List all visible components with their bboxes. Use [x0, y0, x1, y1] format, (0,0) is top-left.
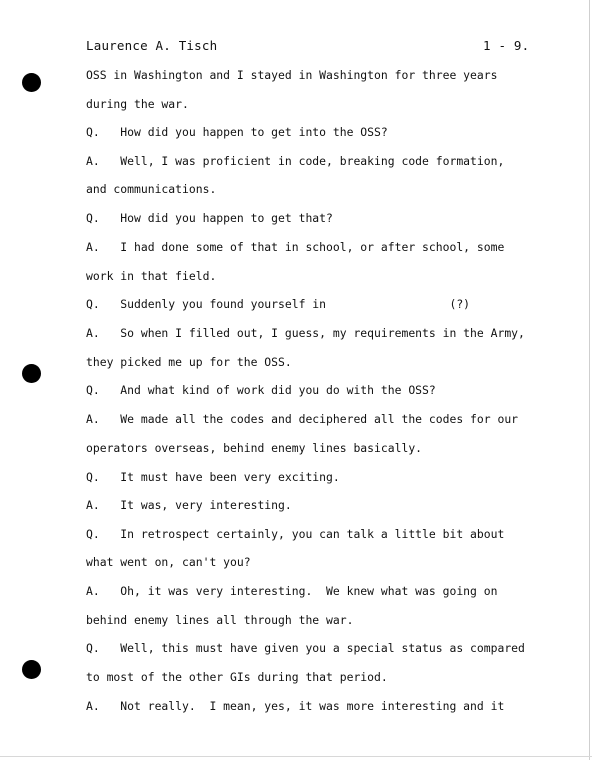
transcript-line: and communications.: [86, 182, 217, 196]
transcript-line: Q. How did you happen to get that?: [86, 211, 333, 225]
transcript-line: what went on, can't you?: [86, 555, 251, 569]
transcript-line: behind enemy lines all through the war.: [86, 613, 354, 627]
transcript-line: Q. In retrospect certainly, you can talk a little bit about: [86, 527, 505, 541]
transcript-line: A. We made all the codes and deciphered all the codes for our: [86, 412, 519, 426]
page-number: 1 - 9.: [483, 38, 530, 53]
transcript-line: they picked me up for the OSS.: [86, 355, 292, 369]
transcript-line: Q. Suddenly you found yourself in (?): [86, 297, 471, 311]
transcript-line: operators overseas, behind enemy lines basically.: [86, 441, 423, 455]
page-edge-bottom: [0, 756, 592, 757]
transcript-line: to most of the other GIs during that period.: [86, 670, 388, 684]
binder-hole-top: [22, 73, 41, 92]
transcript-line: A. So when I filled out, I guess, my requirements in the Army,: [86, 326, 525, 340]
transcript-line: Q. How did you happen to get into the OSS?: [86, 125, 388, 139]
page-edge-right: [589, 0, 590, 760]
transcript-line: work in that field.: [86, 269, 217, 283]
binder-hole-middle: [22, 364, 41, 383]
transcript-line: A. It was, very interesting.: [86, 498, 292, 512]
interviewee-name: Laurence A. Tisch: [86, 38, 218, 53]
transcript-line: Q. Well, this must have given you a special status as compared: [86, 641, 525, 655]
binder-hole-bottom: [22, 660, 41, 679]
transcript-line: A. Well, I was proficient in code, breaking code formation,: [86, 154, 505, 168]
transcript-line: Q. And what kind of work did you do with the OSS?: [86, 383, 436, 397]
transcript-line: during the war.: [86, 97, 189, 111]
transcript-line: A. Oh, it was very interesting. We knew what was going on: [86, 584, 498, 598]
transcript-line: A. Not really. I mean, yes, it was more interesting and it: [86, 699, 505, 713]
transcript-line: Q. It must have been very exciting.: [86, 470, 340, 484]
transcript-line: A. I had done some of that in school, or after school, some: [86, 240, 505, 254]
transcript-line: OSS in Washington and I stayed in Washington for three years: [86, 68, 498, 82]
